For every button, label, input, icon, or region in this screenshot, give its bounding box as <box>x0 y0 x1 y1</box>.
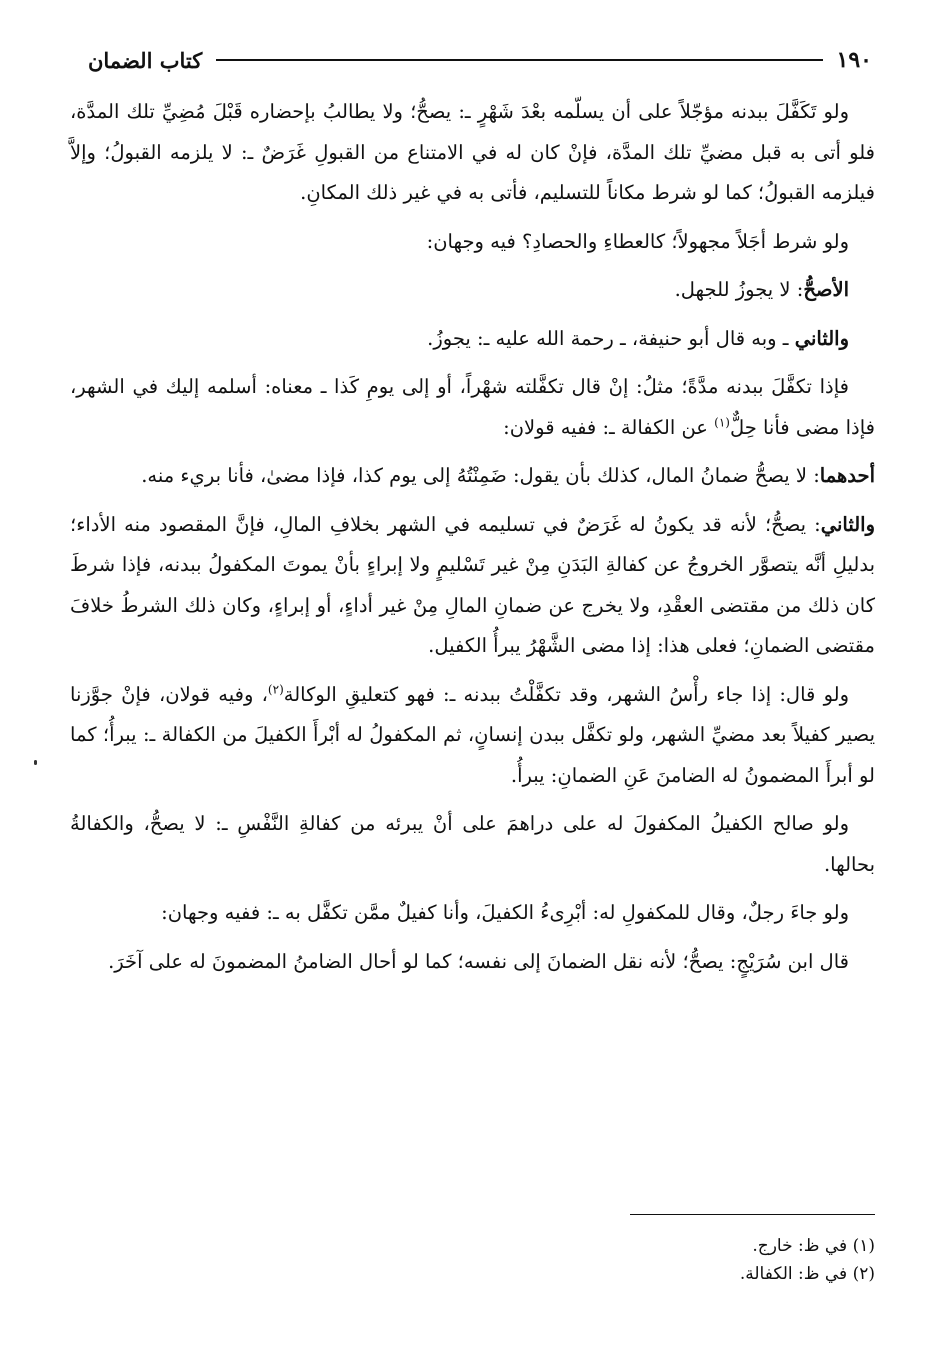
paragraph-lead: والثاني <box>794 326 849 350</box>
paragraph-lead: الأصحُّ <box>803 278 849 301</box>
paragraph: ولو قال: إذا جاء رأْسُ الشهر، وقد تكفَّلْتُ ببدنه ـ: فهو كتعليقِ الوكالة$^{(٢)}$، وفيه قولان، فإنْ جوَّزنا يصير كفيلاً بعد مضيِّ الشهر، ولو تكفَّل ببدن إنسانٍ، ثم المكفولُ له أبْرأَ الكفيلَ من الكفالة ـ: يبرأُ؛ كما لو أبرأَ المضمونُ له الضامنَ عَنِ الضمانِ: يبرأُ. <box>70 682 875 787</box>
paragraph: فإذا تكفَّلَ ببدنه مدَّةً؛ مثلُ: إنْ قال تكفَّلته شهْراً، أو إلى يومِ كَذا ـ معناه: أسلمه إليك في الشهر، فإذا مضى فأنا حِلٌّ$^{(١)}$ عن الكفالة ـ: ففيه قولان: <box>70 375 875 439</box>
footnotes <box>400 1232 875 1288</box>
book-title: كتاب الضمان <box>88 47 203 73</box>
paragraph: أحدهما: لا يصحُّ ضمانُ المال، كذلك بأن يقول: ضَمِنْتُهُ إلى يوم كذا، فإذا مضىٰ، فأنا بريء منه. <box>141 464 875 487</box>
paragraph: ولو صالح الكفيلُ المكفولَ له على دراهمَ على أنْ يبرئه من كفالةِ النَّفْسِ ـ: لا يصحُّ، والكفالةُ بحالها. <box>70 812 875 876</box>
scan-speck <box>34 760 37 765</box>
paragraph: والثاني: يصحُّ؛ لأنه قد يكونُ له غَرَضٌ في تسليمه في الشهر بخلافِ المالِ، فإنَّ المقصود منه الأداء؛ بدليلِ أنَّه يتصوَّر الخروجُ عن كفالةِ البَدَنِ مِنْ غير تَسْليمٍ ولا إبراءٍ بأنْ يموتَ المكفولُ ببدنه، فإذا شرطَ كان ذلك من مقتضى العقْدِ، ولا يخرج عن ضمانِ المالِ مِنْ غير أداءٍ، أو إبراءٍ، وكان ذلك الشرطُ خلافَ مقتضى الضمانِ؛ فعلى هذا: إذا مضى الشَّهْرُ يبرأُ الكفيل. <box>70 512 875 657</box>
paragraph-lead: أحدهما <box>819 464 875 487</box>
paragraph: قال ابن سُرَيْجٍ: يصحُّ؛ لأنه نقل الضمانَ إلى نفسه؛ كما لو أحال الضامنُ المضمونَ له على آخَرَ. <box>108 949 849 973</box>
paragraph: والثاني ـ وبه قال أبو حنيفة، ـ رحمة الله عليه ـ: يجوزُ. <box>427 326 849 350</box>
page-header <box>88 40 872 80</box>
paragraph: ولو جاءَ رجلٌ، وقال للمكفولِ له: أبْرِىءُ الكفيلَ، وأنا كفيلٌ ممَّن تكفَّل به ـ: ففيه وجهان: <box>161 901 849 924</box>
footnote: (٢) في ظ: الكفالة. <box>739 1264 875 1284</box>
header-rule <box>216 59 822 61</box>
footnote-divider <box>630 1214 875 1215</box>
footnote-ref: (٢) <box>267 682 284 696</box>
paragraph: ولو شرط أجَلاً مجهولاً؛ كالعطاءِ والحصادِ؟ فيه وجهان: <box>426 229 849 253</box>
paragraph-lead: والثاني <box>820 512 875 536</box>
footnote: (١) في ظ: خارج. <box>752 1236 875 1256</box>
footnote-ref: (١) <box>714 415 730 429</box>
paragraph: ولو تَكَفَّلَ ببدنه مؤجّلاً على أن يسلّمه بعْدَ شَهْرٍ ـ: يصحُّ؛ ولا يطالبُ بإحضاره قَبْلَ مُضِيِّ تلك المدَّة، فلو أتى به قبل مضيِّ تلك المدَّة، فإنْ كان له في الامتناع من القبولِ غَرَضٌ ـ: لا يلزمه القبولُ؛ وإلاَّ فيلزمه القبولُ؛ كما لو شرط مكاناً للتسليم، فأتى به في غير ذلك المكانِ. <box>70 100 875 204</box>
main-text <box>70 92 875 990</box>
page-number: ١٩٠ <box>836 47 872 73</box>
paragraph: الأصحُّ: لا يجوزُ للجهل. <box>674 278 849 301</box>
